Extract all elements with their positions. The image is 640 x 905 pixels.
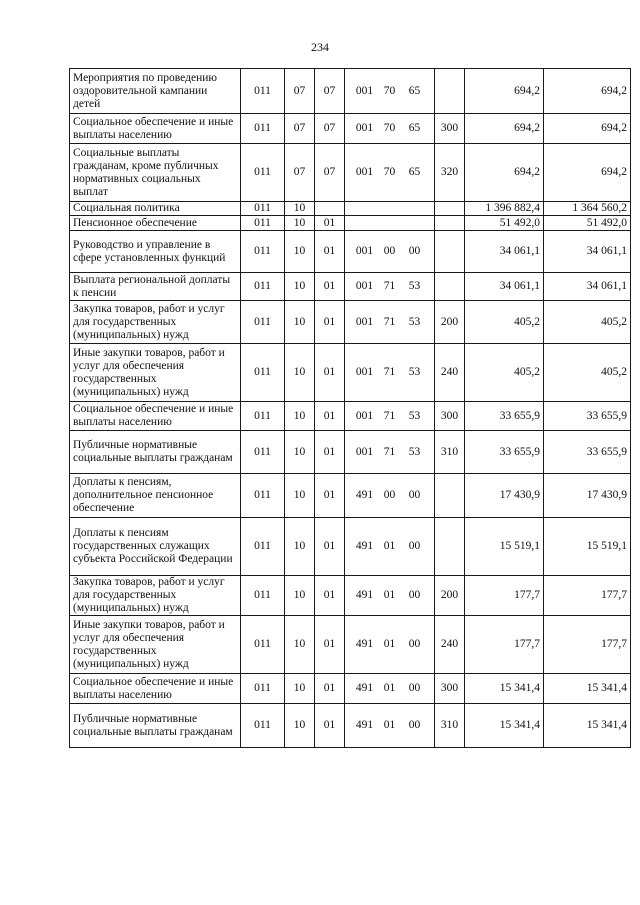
table-row xyxy=(70,518,631,576)
article-code xyxy=(345,518,435,576)
section-code: 10 xyxy=(285,518,315,576)
article-code-part: 001 xyxy=(355,84,374,97)
section-code: 10 xyxy=(285,616,315,674)
article-code-part: 491 xyxy=(355,719,374,731)
ministry-code: 011 xyxy=(241,576,285,616)
table-row xyxy=(70,344,631,402)
expense-type-code: 300 xyxy=(435,674,465,704)
article-code-part: 53 xyxy=(408,366,421,378)
article-code-part: 491 xyxy=(355,540,374,552)
subsection-code: 01 xyxy=(315,576,345,616)
article-code xyxy=(345,216,435,231)
section-code: 10 xyxy=(285,216,315,231)
article-code xyxy=(345,144,435,202)
section-code: 10 xyxy=(285,431,315,474)
article-code-part: 70 xyxy=(383,122,396,134)
subsection-code: 07 xyxy=(315,144,345,202)
article-code-part: 71 xyxy=(383,315,396,328)
amount-first: 405,2 xyxy=(465,301,544,344)
subsection-code: 01 xyxy=(315,273,345,301)
table-row xyxy=(70,114,631,144)
subsection-code: 01 xyxy=(315,674,345,704)
expense-type-code: 200 xyxy=(435,301,465,344)
subsection-code: 01 xyxy=(315,616,345,674)
section-code: 10 xyxy=(285,344,315,402)
article-code-part: 65 xyxy=(408,122,421,134)
article-code xyxy=(345,431,435,474)
section-code: 10 xyxy=(285,301,315,344)
article-code-part: 01 xyxy=(383,540,396,552)
amount-first: 694,2 xyxy=(465,69,544,114)
amount-second: 34 061,1 xyxy=(544,273,631,301)
ministry-code: 011 xyxy=(241,431,285,474)
table-row xyxy=(70,704,631,748)
ministry-code: 011 xyxy=(241,114,285,144)
amount-second: 405,2 xyxy=(544,344,631,402)
article-code-part: 001 xyxy=(355,245,374,257)
article-code xyxy=(345,402,435,431)
ministry-code: 011 xyxy=(241,474,285,518)
article-code-part: 001 xyxy=(355,166,374,178)
ministry-code: 011 xyxy=(241,674,285,704)
subsection-code: 01 xyxy=(315,402,345,431)
amount-second: 51 492,0 xyxy=(544,216,631,231)
section-code: 07 xyxy=(285,144,315,202)
expense-type-code xyxy=(435,202,465,216)
article-code-part: 01 xyxy=(383,719,396,731)
amount-first: 694,2 xyxy=(465,114,544,144)
expense-type-code xyxy=(435,474,465,518)
amount-second: 15 519,1 xyxy=(544,518,631,576)
expense-type-code: 300 xyxy=(435,114,465,144)
expense-type-code xyxy=(435,518,465,576)
row-name: Социальное обеспечение и иные выплаты населению xyxy=(70,114,241,144)
article-code xyxy=(345,704,435,748)
ministry-code: 011 xyxy=(241,518,285,576)
table-row xyxy=(70,576,631,616)
amount-first: 15 519,1 xyxy=(465,518,544,576)
subsection-code: 07 xyxy=(315,114,345,144)
article-code-part: 00 xyxy=(383,245,396,257)
ministry-code: 011 xyxy=(241,344,285,402)
ministry-code: 011 xyxy=(241,216,285,231)
amount-first: 33 655,9 xyxy=(465,431,544,474)
table-row xyxy=(70,273,631,301)
amount-second: 15 341,4 xyxy=(544,674,631,704)
article-code xyxy=(345,273,435,301)
table-row xyxy=(70,216,631,231)
amount-first: 51 492,0 xyxy=(465,216,544,231)
expense-type-code xyxy=(435,69,465,114)
expense-type-code: 310 xyxy=(435,431,465,474)
row-name: Закупка товаров, работ и услуг для государственных (муниципальных) нужд xyxy=(70,301,241,344)
article-code-part: 00 xyxy=(383,489,396,501)
article-code-part: 53 xyxy=(408,445,421,458)
article-code-part: 00 xyxy=(408,638,421,650)
article-code xyxy=(345,344,435,402)
subsection-code: 01 xyxy=(315,431,345,474)
section-code: 10 xyxy=(285,576,315,616)
article-code-part: 00 xyxy=(408,245,421,257)
expense-type-code: 310 xyxy=(435,704,465,748)
ministry-code: 011 xyxy=(241,301,285,344)
amount-second: 1 364 560,2 xyxy=(544,202,631,216)
article-code xyxy=(345,202,435,216)
amount-second: 405,2 xyxy=(544,301,631,344)
article-code xyxy=(345,301,435,344)
page-number: 234 xyxy=(311,40,329,54)
amount-second: 33 655,9 xyxy=(544,402,631,431)
subsection-code: 01 xyxy=(315,231,345,273)
article-code xyxy=(345,69,435,114)
section-code: 10 xyxy=(285,273,315,301)
article-code-part: 001 xyxy=(355,366,374,378)
section-code: 10 xyxy=(285,231,315,273)
row-name: Доплаты к пенсиям, дополнительное пенсионное обеспечение xyxy=(70,474,241,518)
expense-type-code: 200 xyxy=(435,576,465,616)
section-code: 10 xyxy=(285,674,315,704)
expense-type-code xyxy=(435,231,465,273)
amount-second: 177,7 xyxy=(544,616,631,674)
table-row xyxy=(70,616,631,674)
article-code-part: 001 xyxy=(355,315,374,328)
article-code-part: 65 xyxy=(408,166,421,178)
article-code-part: 01 xyxy=(383,638,396,650)
article-code-part: 71 xyxy=(383,366,396,378)
ministry-code: 011 xyxy=(241,616,285,674)
section-code: 10 xyxy=(285,704,315,748)
row-name: Закупка товаров, работ и услуг для государственных (муниципальных) нужд xyxy=(70,576,241,616)
row-name: Пенсионное обеспечение xyxy=(70,216,241,231)
article-code xyxy=(345,474,435,518)
amount-second: 694,2 xyxy=(544,144,631,202)
subsection-code: 01 xyxy=(315,301,345,344)
article-code-part: 00 xyxy=(408,589,421,601)
ministry-code: 011 xyxy=(241,69,285,114)
amount-second: 177,7 xyxy=(544,576,631,616)
article-code-part: 53 xyxy=(408,315,421,328)
expense-type-code: 320 xyxy=(435,144,465,202)
ministry-code: 011 xyxy=(241,202,285,216)
ministry-code: 011 xyxy=(241,144,285,202)
amount-first: 177,7 xyxy=(465,616,544,674)
article-code-part: 01 xyxy=(383,589,396,601)
amount-first: 405,2 xyxy=(465,344,544,402)
article-code xyxy=(345,114,435,144)
ministry-code: 011 xyxy=(241,402,285,431)
subsection-code xyxy=(315,202,345,216)
amount-second: 694,2 xyxy=(544,69,631,114)
row-name: Мероприятия по проведению оздоровительной кампании детей xyxy=(70,69,241,114)
article-code-part: 00 xyxy=(408,719,421,731)
article-code-part: 71 xyxy=(383,445,396,458)
subsection-code: 07 xyxy=(315,69,345,114)
row-name: Иные закупки товаров, работ и услуг для обеспечения государственных (муниципальных) нужд xyxy=(70,616,241,674)
table-row xyxy=(70,674,631,704)
ministry-code: 011 xyxy=(241,704,285,748)
section-code: 10 xyxy=(285,402,315,431)
row-name: Руководство и управление в сфере установленных функций xyxy=(70,231,241,273)
row-name: Социальное обеспечение и иные выплаты населению xyxy=(70,402,241,431)
subsection-code: 01 xyxy=(315,518,345,576)
subsection-code: 01 xyxy=(315,216,345,231)
ministry-code: 011 xyxy=(241,273,285,301)
expense-type-code xyxy=(435,273,465,301)
table-row xyxy=(70,301,631,344)
expense-type-code: 300 xyxy=(435,402,465,431)
table-row xyxy=(70,402,631,431)
row-name: Социальное обеспечение и иные выплаты населению xyxy=(70,674,241,704)
row-name: Доплаты к пенсиям государственных служащих субъекта Российской Федерации xyxy=(70,518,241,576)
amount-first: 15 341,4 xyxy=(465,704,544,748)
table-row xyxy=(70,231,631,273)
article-code-part: 65 xyxy=(408,84,421,97)
article-code-part: 53 xyxy=(408,280,421,292)
amount-first: 1 396 882,4 xyxy=(465,202,544,216)
table-row xyxy=(70,431,631,474)
expense-type-code xyxy=(435,216,465,231)
amount-second: 34 061,1 xyxy=(544,231,631,273)
subsection-code: 01 xyxy=(315,474,345,518)
amount-second: 33 655,9 xyxy=(544,431,631,474)
article-code xyxy=(345,674,435,704)
section-code: 10 xyxy=(285,474,315,518)
article-code-part: 01 xyxy=(383,682,396,694)
article-code-part: 71 xyxy=(383,409,396,422)
row-name: Публичные нормативные социальные выплаты гражданам xyxy=(70,704,241,748)
article-code-part: 491 xyxy=(355,589,374,601)
table-row xyxy=(70,202,631,216)
expense-type-code: 240 xyxy=(435,616,465,674)
amount-second: 17 430,9 xyxy=(544,474,631,518)
article-code-part: 491 xyxy=(355,638,374,650)
table-row xyxy=(70,474,631,518)
amount-second: 15 341,4 xyxy=(544,704,631,748)
article-code-part: 70 xyxy=(383,166,396,178)
ministry-code: 011 xyxy=(241,231,285,273)
article-code-part: 001 xyxy=(355,122,374,134)
article-code-part: 70 xyxy=(383,84,396,97)
expense-type-code: 240 xyxy=(435,344,465,402)
article-code-part: 001 xyxy=(355,409,374,422)
amount-first: 694,2 xyxy=(465,144,544,202)
article-code xyxy=(345,231,435,273)
amount-second: 694,2 xyxy=(544,114,631,144)
budget-table xyxy=(69,68,631,748)
table-row xyxy=(70,144,631,202)
article-code-part: 00 xyxy=(408,489,421,501)
article-code-part: 71 xyxy=(383,280,396,292)
article-code-part: 00 xyxy=(408,540,421,552)
section-code: 07 xyxy=(285,114,315,144)
subsection-code: 01 xyxy=(315,704,345,748)
section-code: 07 xyxy=(285,69,315,114)
section-code: 10 xyxy=(285,202,315,216)
amount-first: 17 430,9 xyxy=(465,474,544,518)
amount-first: 34 061,1 xyxy=(465,231,544,273)
article-code-part: 001 xyxy=(355,280,374,292)
article-code xyxy=(345,576,435,616)
table-body xyxy=(70,69,631,748)
row-name: Иные закупки товаров, работ и услуг для обеспечения государственных (муниципальных) нужд xyxy=(70,344,241,402)
subsection-code: 01 xyxy=(315,344,345,402)
article-code-part: 53 xyxy=(408,409,421,422)
article-code-part: 001 xyxy=(355,445,374,458)
row-name: Выплата региональной доплаты к пенсии xyxy=(70,273,241,301)
row-name: Социальная политика xyxy=(70,202,241,216)
amount-first: 177,7 xyxy=(465,576,544,616)
article-code xyxy=(345,616,435,674)
table-row xyxy=(70,69,631,114)
amount-first: 33 655,9 xyxy=(465,402,544,431)
article-code-part: 491 xyxy=(355,489,374,501)
article-code-part: 00 xyxy=(408,682,421,694)
row-name: Публичные нормативные социальные выплаты гражданам xyxy=(70,431,241,474)
amount-first: 15 341,4 xyxy=(465,674,544,704)
article-code-part: 491 xyxy=(355,682,374,694)
amount-first: 34 061,1 xyxy=(465,273,544,301)
row-name: Социальные выплаты гражданам, кроме публичных нормативных социальных выплат xyxy=(70,144,241,202)
